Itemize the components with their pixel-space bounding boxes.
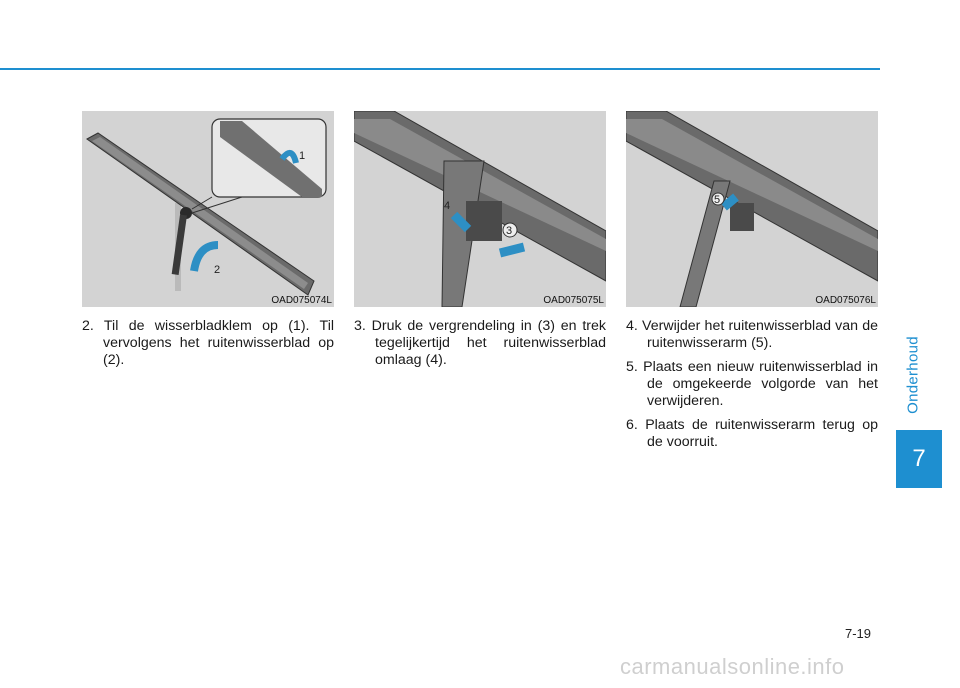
callout-4: 4 (444, 200, 451, 212)
figure-code: OAD075074L (271, 295, 332, 306)
chapter-tab-label (898, 320, 928, 430)
callout-1: 1 (299, 150, 306, 162)
figure-code: OAD075075L (543, 295, 604, 306)
figure-lift-wiper-clip (82, 111, 334, 307)
instructions-column-2 (354, 318, 606, 376)
chapter-number-box (896, 430, 942, 488)
wiper-illustration-1 (82, 111, 334, 307)
figure-code: OAD075076L (815, 295, 876, 306)
header-rule (0, 68, 880, 70)
step-3: 3. Druk de vergrendeling in (3) en trek tegelijkertijd het ruitenwisserblad omlaag (4). (354, 318, 606, 368)
wiper-illustration-2 (354, 111, 606, 307)
page-number: 7-19 (845, 626, 872, 641)
chapter-number: 7 (912, 445, 926, 472)
watermark: carmanualsonline.info (620, 654, 845, 679)
callout-2: 2 (214, 264, 221, 276)
callout-3: 3 (506, 225, 513, 237)
figure-press-lock (354, 111, 606, 307)
callout-5: 5 (714, 194, 721, 206)
instructions-column-1 (82, 318, 334, 376)
step-4: 4. Verwijder het ruitenwisserblad van de ruitenwisserarm (5). (626, 318, 878, 351)
figure-remove-blade (626, 111, 878, 307)
step-2: 2. Til de wisserbladklem op (1). Til vervolgens het ruitenwisserblad op (2). (82, 318, 334, 368)
wiper-illustration-3 (626, 111, 878, 307)
step-6: 6. Plaats de ruitenwisserarm terug op de voorruit. (626, 417, 878, 450)
step-5: 5. Plaats een nieuw ruitenwisserblad in de omgekeerde volgorde van het verwijderen. (626, 359, 878, 409)
chapter-title: Onderhoud (904, 336, 922, 414)
instructions-column-3 (626, 318, 878, 458)
